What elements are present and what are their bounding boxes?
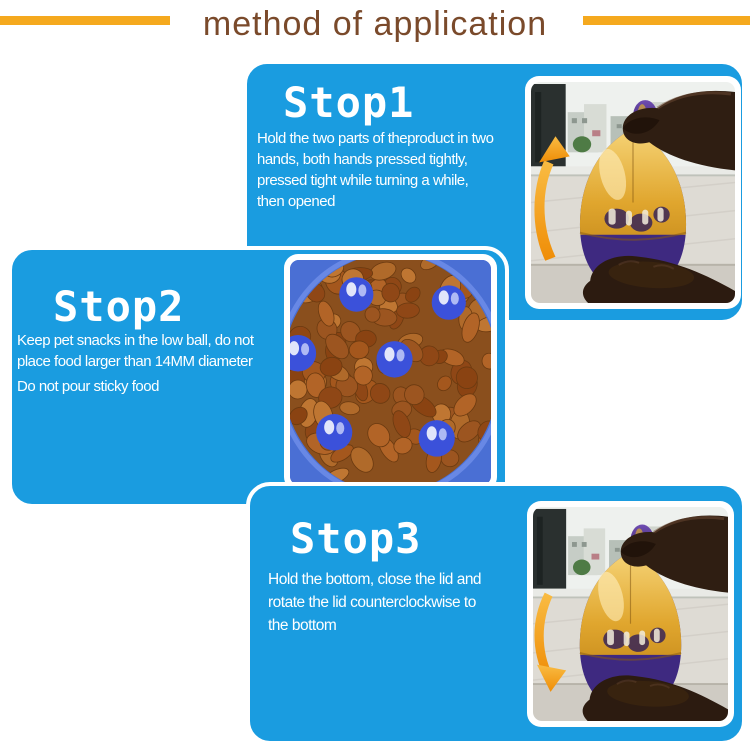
step-2-description <box>17 330 254 372</box>
text-line: place food larger than 14MM diameter <box>17 353 253 370</box>
text-line: then opened <box>257 193 335 210</box>
step-2-photo <box>284 254 497 491</box>
step-2-title: Stop2 <box>53 282 185 331</box>
step-card-3 <box>246 482 746 745</box>
text-line: the bottom <box>268 617 337 634</box>
step-1-description <box>257 128 493 212</box>
step-1-title: Stop1 <box>283 78 415 127</box>
step-3-photo <box>527 501 734 727</box>
header <box>0 0 750 56</box>
text-line: Keep pet snacks in the low ball, do not <box>17 332 254 349</box>
text-line: rotate the lid counterclockwise to <box>268 594 476 611</box>
text-line: Hold the two parts of theproduct in two <box>257 130 494 147</box>
step-3-description <box>268 568 481 637</box>
hands-pressing-toy-photo <box>531 82 735 303</box>
step-card-2 <box>8 246 509 508</box>
step-3-title: Stop3 <box>290 514 422 563</box>
step-1-photo <box>525 76 741 309</box>
kibble-in-bowl-photo <box>290 260 491 485</box>
text-line: Hold the bottom, close the lid and <box>268 571 482 588</box>
text-line: hands, both hands pressed tightly, <box>257 151 468 168</box>
right-accent-bar <box>583 16 750 25</box>
page-title: method of application <box>202 5 548 43</box>
text-line: pressed tight while turning a while, <box>257 172 469 189</box>
step-2-note: Do not pour sticky food <box>17 378 159 395</box>
hand-closing-lid-photo <box>533 507 728 721</box>
